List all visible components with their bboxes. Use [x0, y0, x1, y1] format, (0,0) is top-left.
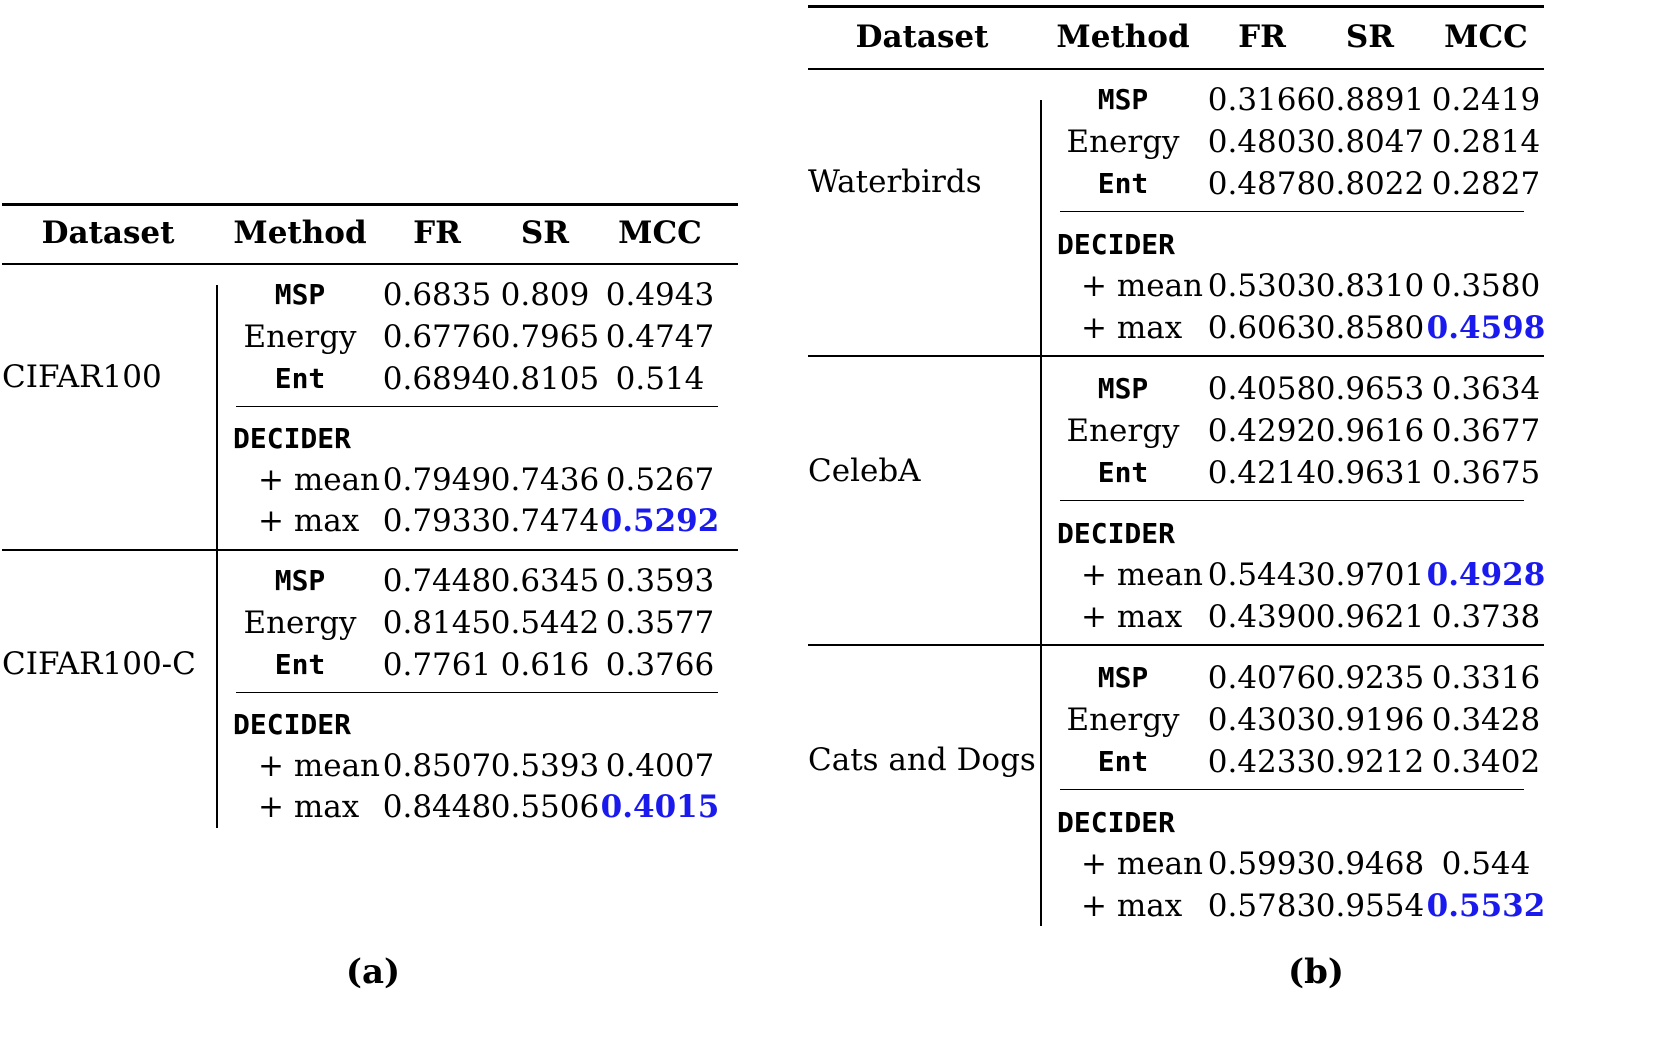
sub-rule — [236, 406, 718, 407]
column-divider — [1040, 100, 1042, 926]
method-cell: + mean — [1081, 268, 1204, 304]
fr-cell: 0.4233 — [1207, 744, 1317, 780]
header-method: Method — [1056, 19, 1190, 55]
top-rule — [2, 203, 738, 206]
method-cell: + mean — [1081, 557, 1204, 593]
sr-cell: 0.9554 — [1315, 888, 1425, 924]
method-cell: + max — [1081, 310, 1183, 346]
method-cell: Ent — [1097, 167, 1149, 200]
header-dataset: Dataset — [855, 19, 989, 55]
fr-cell: 0.5443 — [1207, 557, 1317, 593]
decider-label: DECIDER — [233, 422, 352, 455]
method-cell: Energy — [1066, 124, 1180, 160]
method-cell: Energy — [1066, 413, 1180, 449]
mcc-cell: 0.2814 — [1431, 124, 1541, 160]
header-mcc: MCC — [1444, 19, 1528, 55]
header-rule — [2, 263, 738, 265]
sr-cell: 0.9196 — [1315, 702, 1425, 738]
mcc-cell: 0.3580 — [1431, 268, 1541, 304]
fr-cell: 0.7949 — [382, 462, 492, 498]
sr-cell: 0.7965 — [490, 319, 600, 355]
method-cell: + mean — [1081, 846, 1204, 882]
mcc-cell: 0.4943 — [605, 277, 715, 313]
mcc-best-cell: 0.4928 — [1426, 557, 1546, 593]
dataset-label: CIFAR100 — [2, 359, 162, 395]
sr-cell: 0.9616 — [1315, 413, 1425, 449]
dataset-label: CIFAR100-C — [2, 646, 196, 682]
mcc-cell: 0.2419 — [1431, 82, 1541, 118]
caption-b: (b) — [1288, 952, 1344, 992]
column-divider — [216, 285, 218, 828]
mcc-best-cell: 0.4015 — [600, 789, 720, 825]
sr-cell: 0.8310 — [1315, 268, 1425, 304]
fr-cell: 0.6063 — [1207, 310, 1317, 346]
mcc-best-cell: 0.5292 — [600, 503, 720, 539]
method-cell: MSP — [1097, 83, 1149, 116]
mcc-cell: 0.544 — [1441, 846, 1531, 882]
method-cell: Ent — [274, 648, 326, 681]
mcc-cell: 0.514 — [615, 361, 705, 397]
mcc-cell: 0.3316 — [1431, 660, 1541, 696]
mcc-best-cell: 0.4598 — [1426, 310, 1546, 346]
sr-cell: 0.616 — [500, 647, 590, 683]
sr-cell: 0.5506 — [490, 789, 600, 825]
header-method: Method — [233, 215, 367, 251]
sub-rule — [236, 692, 718, 693]
sr-cell: 0.8047 — [1315, 124, 1425, 160]
header-mcc: MCC — [618, 215, 702, 251]
fr-cell: 0.8448 — [382, 789, 492, 825]
mcc-cell: 0.4007 — [605, 748, 715, 784]
method-cell: + mean — [258, 462, 381, 498]
dataset-label: Cats and Dogs — [808, 742, 1036, 778]
method-cell: + max — [258, 503, 360, 539]
header-sr: SR — [520, 215, 570, 251]
fr-cell: 0.4878 — [1207, 166, 1317, 202]
method-cell: Energy — [243, 319, 357, 355]
mcc-best-cell: 0.5532 — [1426, 888, 1546, 924]
header-fr: FR — [1238, 19, 1286, 55]
sr-cell: 0.809 — [500, 277, 590, 313]
method-cell: MSP — [1097, 661, 1149, 694]
method-cell: Ent — [1097, 456, 1149, 489]
fr-cell: 0.7761 — [382, 647, 492, 683]
mcc-cell: 0.3677 — [1431, 413, 1541, 449]
fr-cell: 0.4058 — [1207, 371, 1317, 407]
mcc-cell: 0.3675 — [1431, 455, 1541, 491]
method-cell: + mean — [258, 748, 381, 784]
sr-cell: 0.9621 — [1315, 599, 1425, 635]
fr-cell: 0.4390 — [1207, 599, 1317, 635]
fr-cell: 0.7448 — [382, 563, 492, 599]
sr-cell: 0.7436 — [490, 462, 600, 498]
fr-cell: 0.4803 — [1207, 124, 1317, 160]
fr-cell: 0.6776 — [382, 319, 492, 355]
fr-cell: 0.4303 — [1207, 702, 1317, 738]
sr-cell: 0.9212 — [1315, 744, 1425, 780]
header-dataset: Dataset — [41, 215, 175, 251]
mcc-cell: 0.3738 — [1431, 599, 1541, 635]
method-cell: MSP — [1097, 372, 1149, 405]
mcc-cell: 0.3428 — [1431, 702, 1541, 738]
decider-label: DECIDER — [1057, 517, 1176, 550]
method-cell: + max — [1081, 888, 1183, 924]
method-cell: Ent — [1097, 745, 1149, 778]
fr-cell: 0.8507 — [382, 748, 492, 784]
group-rule — [808, 355, 1544, 357]
fr-cell: 0.6894 — [382, 361, 492, 397]
sr-cell: 0.9468 — [1315, 846, 1425, 882]
mcc-cell: 0.3402 — [1431, 744, 1541, 780]
top-rule — [808, 5, 1544, 8]
dataset-label: CelebA — [808, 453, 921, 489]
sr-cell: 0.8580 — [1315, 310, 1425, 346]
sr-cell: 0.8105 — [490, 361, 600, 397]
mcc-cell: 0.3634 — [1431, 371, 1541, 407]
sr-cell: 0.9701 — [1315, 557, 1425, 593]
mcc-cell: 0.5267 — [605, 462, 715, 498]
sr-cell: 0.8022 — [1315, 166, 1425, 202]
method-cell: + max — [1081, 599, 1183, 635]
header-rule — [808, 68, 1544, 70]
sub-rule — [1060, 211, 1524, 212]
sr-cell: 0.5393 — [490, 748, 600, 784]
header-fr: FR — [413, 215, 461, 251]
fr-cell: 0.5993 — [1207, 846, 1317, 882]
method-cell: MSP — [274, 564, 326, 597]
mcc-cell: 0.3577 — [605, 605, 715, 641]
fr-cell: 0.8145 — [382, 605, 492, 641]
sr-cell: 0.7474 — [490, 503, 600, 539]
sr-cell: 0.9653 — [1315, 371, 1425, 407]
sr-cell: 0.5442 — [490, 605, 600, 641]
fr-cell: 0.7933 — [382, 503, 492, 539]
sub-rule — [1060, 789, 1524, 790]
method-cell: MSP — [274, 278, 326, 311]
group-rule — [2, 549, 738, 551]
header-sr: SR — [1345, 19, 1395, 55]
sub-rule — [1060, 500, 1524, 501]
sr-cell: 0.8891 — [1315, 82, 1425, 118]
fr-cell: 0.6835 — [382, 277, 492, 313]
sr-cell: 0.9631 — [1315, 455, 1425, 491]
fr-cell: 0.5783 — [1207, 888, 1317, 924]
dataset-label: Waterbirds — [808, 164, 982, 200]
method-cell: + max — [258, 789, 360, 825]
sr-cell: 0.6345 — [490, 563, 600, 599]
fr-cell: 0.5303 — [1207, 268, 1317, 304]
method-cell: Energy — [243, 605, 357, 641]
mcc-cell: 0.3766 — [605, 647, 715, 683]
method-cell: Ent — [274, 362, 326, 395]
sr-cell: 0.9235 — [1315, 660, 1425, 696]
fr-cell: 0.4076 — [1207, 660, 1317, 696]
mcc-cell: 0.2827 — [1431, 166, 1541, 202]
fr-cell: 0.4292 — [1207, 413, 1317, 449]
mcc-cell: 0.3593 — [605, 563, 715, 599]
caption-a: (a) — [345, 952, 401, 992]
mcc-cell: 0.4747 — [605, 319, 715, 355]
method-cell: Energy — [1066, 702, 1180, 738]
fr-cell: 0.3166 — [1207, 82, 1317, 118]
decider-label: DECIDER — [1057, 228, 1176, 261]
group-rule — [808, 644, 1544, 646]
decider-label: DECIDER — [233, 708, 352, 741]
fr-cell: 0.4214 — [1207, 455, 1317, 491]
decider-label: DECIDER — [1057, 806, 1176, 839]
